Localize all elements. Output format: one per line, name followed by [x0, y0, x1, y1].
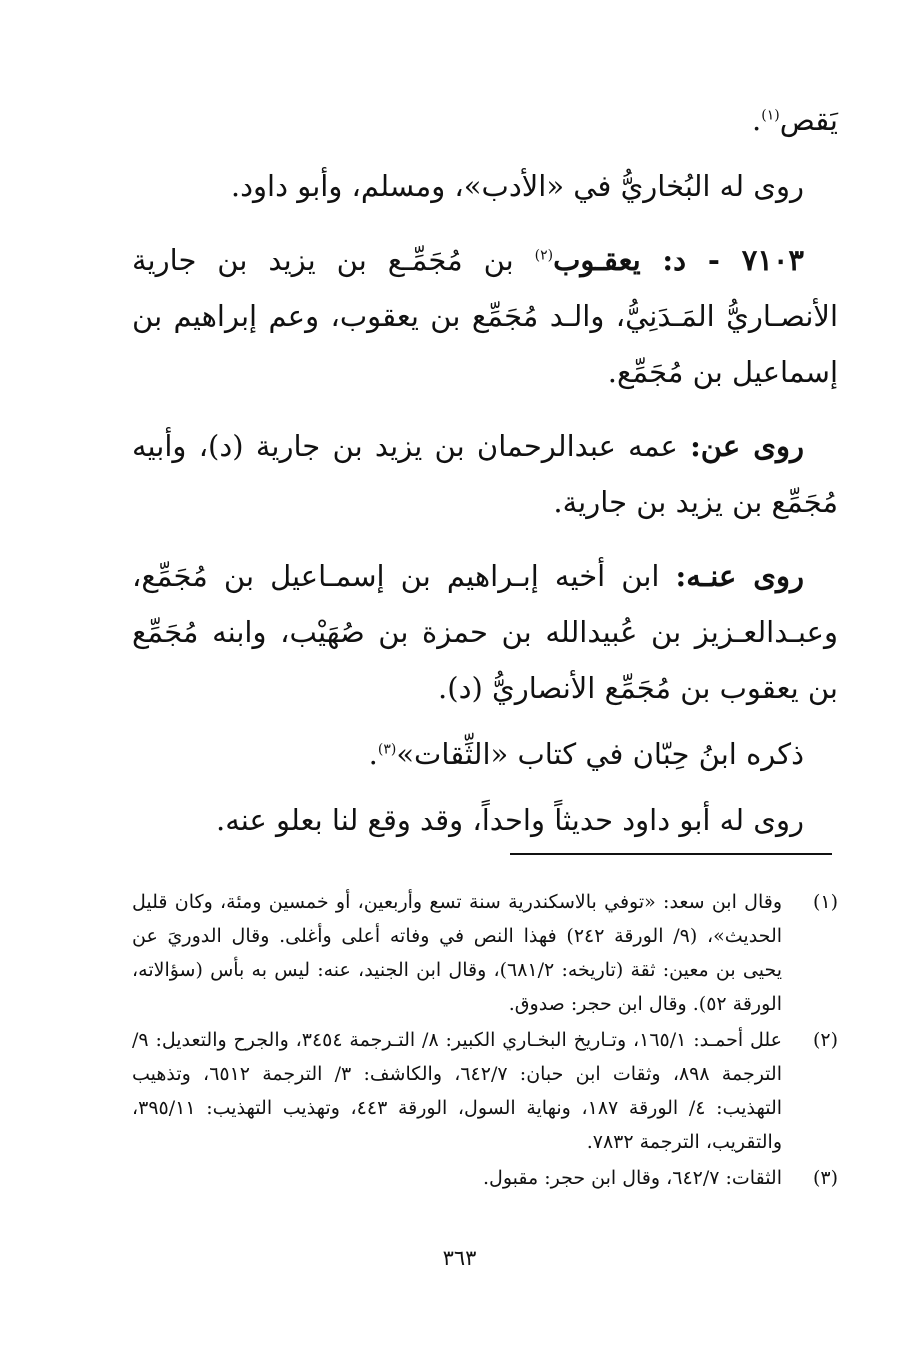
footnote: [132, 885, 838, 1021]
paragraph-narrators: روى له البُخاريُّ في «الأدب»، ومسلم، وأبو داود.: [230, 169, 804, 203]
paragraph-narrated-by: روى عنـه: ابن أخيه إبـراهيم بن إسمـاعيل بن مُجَمِّع، وعبـدالعـزيز بن عُبيدالله بن حمزة بن صُهَيْب، وابنه مُجَمِّع بن يعقوب بن مُجَمِّع الأنصاريُّ (د).: [132, 559, 838, 705]
footnote-text: علل أحمـد: ١٦٥/١، وتـاريخ البخـاري الكبير: ٨/ التـرجمة ٣٤٥٤، والجرح والتعديل: ٩/ الترجمة ٨٩٨، وثقات ابن حبان: ٦٤٢/٧، والكاشف: ٣/ الترجمة ٦٥١٢، وتذهيب التهذيب: ٤/ الورقة ١٨٧، ونهاية السول، الورقة ٤٤٣، وتهذيب التهذيب: ٣٩٥/١١، والتقريب، الترجمة ٧٨٣٢.: [132, 1029, 783, 1153]
footnote-number: (٢): [812, 1029, 838, 1051]
entry-number: ٧١٠٣ - د: يعقـوب: [553, 243, 804, 277]
page-number: ٣٦٣: [442, 1246, 477, 1270]
footnote: [132, 1023, 838, 1159]
footnote-number: (١): [812, 891, 838, 913]
footnote-text: الثقات: ٦٤٢/٧، وقال ابن حجر: مقبول.: [482, 1167, 782, 1189]
footnote-ref-1: (١): [761, 107, 780, 124]
paragraph-continuation: يَقص$^{(١)}$.: [752, 103, 838, 137]
footnote-text: وقال ابن سعد: «توفي بالاسكندرية سنة تسع وأربعين، أو خمسين ومئة، وكان قليل الحديث»، (٩/ الورقة ٢٤٢) فهذا النص في وفاته أعلى وأغلى. وقال الدوريَ عن يحيى بن معين: ثقة (تاريخه: ٦٨١/٢)، وقال ابن الجنيد، عنه: ليس به بأس (سؤالاته، الورقة ٥٢). وقال ابن حجر: صدوق.: [132, 891, 783, 1015]
main-text: [132, 92, 838, 848]
paragraph-abu-dawud: روى له أبو داود حديثاً واحداً، وقد وقع لنا بعلو عنه.: [216, 803, 804, 837]
paragraph-narrated-from: روى عن: عمه عبدالرحمان بن يزيد بن جارية (د)، وأبيه مُجَمِّع بن يزيد بن جارية.: [132, 429, 838, 519]
paragraph-ibn-hibban: ذكره ابنُ حِبّان في كتاب «الثِّقات»$^{(٣)}$.: [368, 737, 804, 771]
footnote-separator: [510, 853, 832, 855]
footnote-ref-2: (٢): [534, 247, 554, 264]
footnote-number: (٣): [812, 1167, 838, 1189]
footnote: [132, 1161, 838, 1195]
footnote-ref-3: (٣): [377, 741, 397, 758]
label-narrated-from: روى عن:: [690, 429, 804, 463]
footnotes: [132, 885, 838, 1197]
entry-heading-paragraph: ٧١٠٣ - د: يعقـوب$^{(٢)}$ بن مُجَمِّـع بن يزيد بن جارية الأنصـاريُّ المَـدَنِيُّ، والـد مُجَمِّع بن يعقوب، وعم إبراهيم بن إسماعيل بن مُجَمِّع.: [132, 243, 838, 389]
label-narrated-by: روى عنـه:: [675, 559, 804, 593]
